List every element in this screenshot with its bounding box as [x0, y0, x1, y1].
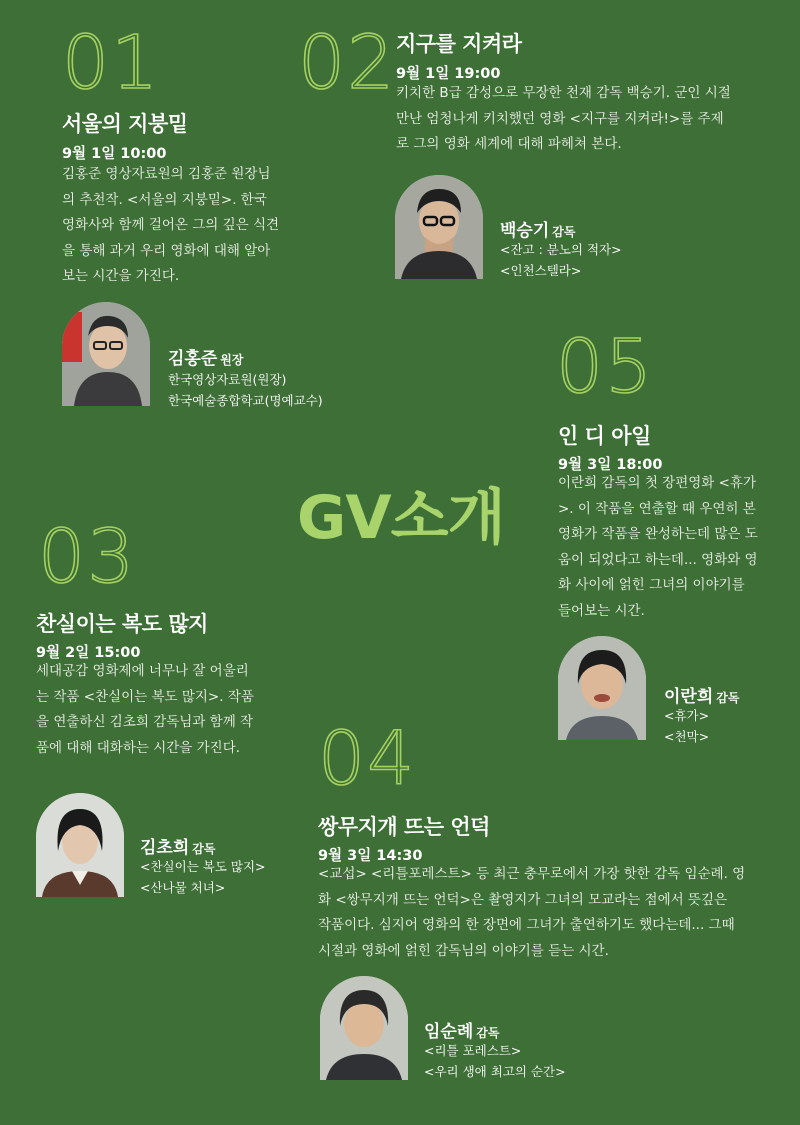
session-04-description [318, 862, 745, 964]
description-line: <교섭> <리틀포레스트> 등 최근 충무로에서 가장 핫한 감독 임순례. 영 [318, 866, 746, 882]
session-04-title: 쌍무지개 뜨는 언덕 [318, 815, 490, 839]
guest-role: 감독 [552, 225, 576, 239]
person-silhouette-icon [558, 636, 646, 740]
guest-photo-yim-soonrye [320, 976, 408, 1080]
guest-photo-kim-chohee [36, 793, 124, 897]
session-01-number: 01 [62, 20, 161, 106]
guest-name-lee-ranhee: 이란희 감독 [664, 687, 740, 707]
guest-name-yim-soonrye: 임순례 감독 [424, 1022, 500, 1042]
person-silhouette-icon [320, 976, 408, 1080]
guest-role: 원장 [220, 353, 244, 367]
guest-name-kim-hongjun: 김홍준 원장 [168, 349, 244, 369]
session-05-title: 인 디 아일 [558, 424, 651, 448]
guest-photo-baek-seunggi [395, 175, 483, 279]
guest-role: 감독 [192, 842, 216, 856]
session-04-number: 04 [318, 716, 417, 802]
session-03-title: 찬실이는 복도 많지 [36, 612, 208, 636]
guest-work-item: <휴가> [664, 708, 710, 723]
session-01-description: 김홍준 영상자료원의 김홍준 원장님의 추천작. <서울의 지붕밑>. 한국 영화사와 함께 걸어온 그의 깊은 식견을 통해 과거 우리 영화에 대해 알아보는 시간을 가진다. [62, 166, 280, 284]
guest-work-item: <인천스텔라> [500, 263, 582, 278]
person-silhouette-icon [395, 175, 483, 279]
guest-photo-kim-hongjun [62, 302, 150, 406]
session-02-date: 9월 1일 19:00 [396, 66, 501, 82]
guest-work-item: 한국영상자료원(원장) [168, 372, 287, 387]
session-01-title: 서울의 지붕밑 [62, 112, 188, 136]
guest-work-item: <리틀 포레스트> [424, 1043, 522, 1058]
session-02-title: 지구를 지켜라 [396, 32, 522, 56]
guest-work-list [500, 239, 622, 281]
guest-work-item: <천막> [664, 729, 710, 744]
guest-name-baek-seunggi: 백승기 감독 [500, 221, 576, 241]
guest-work-item: <찬실이는 복도 많지> [140, 859, 266, 874]
description-line: 시절과 영화에 얽힌 감독님의 이야기를 듣는 시간. [318, 942, 609, 959]
session-02-number: 02 [298, 20, 397, 106]
description-line: 화 <쌍무지개 뜨는 언덕>은 촬영지가 그녀의 모교라는 점에서 뜻깊은 [318, 891, 728, 908]
guest-photo-lee-ranhee [558, 636, 646, 740]
session-05-description: 이란희 감독의 첫 장편영화 <휴가>. 이 작품을 연출할 때 우연히 본 영화가 작품을 완성하는데 많은 도움이 되었다고 하는데... 영화와 영화 사이에 얽힌 그녀의 이야기를 들어보는 시간. [558, 475, 758, 619]
session-03-description: 세대공감 영화제에 너무나 잘 어울리는 작품 <찬실이는 복도 많지>. 작품을 연출하신 김초희 감독님과 함께 작품에 대해 대화하는 시간을 가진다. [36, 663, 254, 756]
person-silhouette-icon [62, 302, 150, 406]
guest-name-kim-chohee: 김초희 감독 [140, 838, 216, 858]
guest-work-item: <잔고 : 분노의 적자> [500, 242, 622, 257]
guest-work-list [664, 705, 709, 747]
description-line: 작품이다. 심지어 영화의 한 장면에 그녀가 출연하기도 했다는데... 그때 [318, 917, 735, 933]
guest-work-list [140, 856, 266, 898]
session-02-description: 키치한 B급 감성으로 무장한 천재 감독 백승기. 군인 시절 만난 엄청나게 키치했던 영화 <지구를 지켜라!>를 주제로 그의 영화 세계에 대해 파헤쳐 본다. [396, 85, 731, 152]
session-04-date: 9월 3일 14:30 [318, 848, 423, 864]
guest-role: 감독 [716, 691, 740, 705]
guest-work-list [168, 369, 323, 411]
session-05-date: 9월 3일 18:00 [558, 457, 663, 473]
guest-work-item: 한국예술종합학교(명예교수) [168, 393, 323, 408]
session-01-date: 9월 1일 10:00 [62, 146, 167, 162]
person-silhouette-icon [36, 793, 124, 897]
guest-work-item: <우리 생애 최고의 순간> [424, 1064, 566, 1079]
page-heading: GV소개 [297, 483, 505, 553]
session-05-number: 05 [556, 324, 655, 410]
session-03-number: 03 [38, 514, 137, 600]
guest-work-list [424, 1040, 566, 1082]
guest-role: 감독 [476, 1026, 500, 1040]
guest-work-item: <산나물 처녀> [140, 880, 226, 895]
session-03-date: 9월 2일 15:00 [36, 645, 141, 661]
